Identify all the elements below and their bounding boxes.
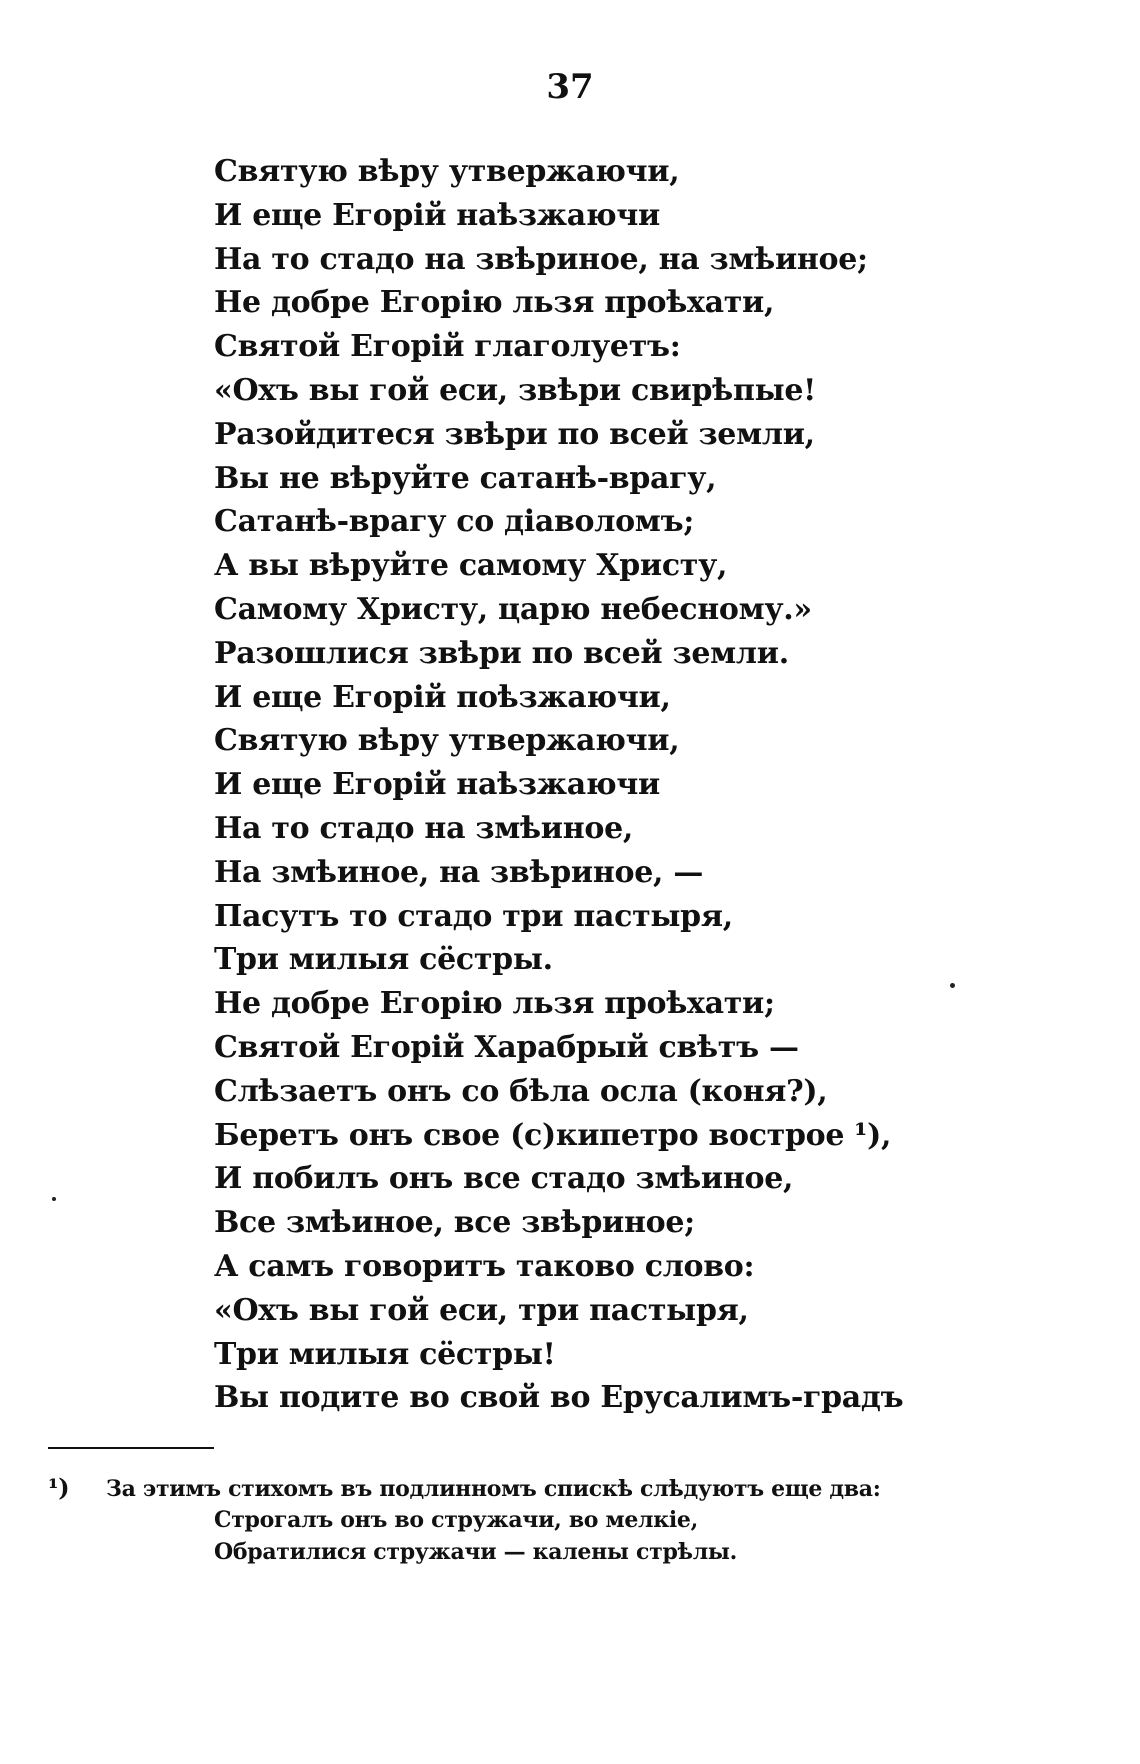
- poem-line: На то стадо на змѣиное,: [214, 810, 634, 846]
- poem-line: Святой Егорій Харабрый свѣтъ —: [214, 1029, 799, 1065]
- poem-line: Все змѣиное, все звѣриное;: [214, 1205, 695, 1241]
- poem-line: Самому Христу, царю небесному.»: [214, 591, 812, 627]
- poem-line: Вы подите во свой во Ерусалимъ-градъ: [214, 1380, 904, 1416]
- poem-line: Три милыя сёстры!: [214, 1336, 556, 1372]
- poem-line: А вы вѣруйте самому Христу,: [214, 548, 728, 584]
- poem-line: На змѣиное, на звѣриное, —: [214, 854, 704, 890]
- poem-line: Святую вѣру утвержаючи,: [214, 723, 680, 759]
- poem-line: Разошлися звѣри по всей земли.: [214, 635, 789, 671]
- footnote-separator: [48, 1447, 214, 1449]
- poem-line: Сатанѣ-врагу со діаволомъ;: [214, 504, 695, 540]
- poem-line: «Охъ вы гой еси, три пастыря,: [214, 1292, 749, 1328]
- page-number: 37: [546, 67, 594, 107]
- poem-line: Слѣзаетъ онъ со бѣла осла (коня?),: [214, 1073, 828, 1109]
- scan-speck: [52, 1197, 56, 1201]
- scan-speck: [950, 983, 955, 988]
- poem-line: И побилъ онъ все стадо змѣиное,: [214, 1161, 794, 1197]
- poem-line: Не добре Егорію льзя проѣхати,: [214, 285, 775, 321]
- footnote-intro: За этимъ стихомъ въ подлинномъ спискѣ слѣдуютъ еще два:: [106, 1476, 881, 1502]
- poem-line: Три милыя сёстры.: [214, 942, 553, 978]
- footnote-verse-line: Обратилися стружачи — калены стрѣлы.: [214, 1539, 738, 1565]
- footnote: [48, 1472, 1088, 1568]
- footnote-intro-line: [48, 1472, 1088, 1504]
- poem-line: И еще Егорій наѣзжаючи: [214, 767, 660, 803]
- poem-line: Не добре Егорію льзя проѣхати;: [214, 986, 775, 1022]
- poem-line: Беретъ онъ свое (с)кипетро вострое ¹),: [214, 1117, 892, 1153]
- poem-line: Святой Егорій глаголуетъ:: [214, 329, 681, 365]
- poem-text: [214, 150, 1094, 1420]
- poem-line: «Охъ вы гой еси, звѣри свирѣпые!: [214, 372, 817, 408]
- poem-line: На то стадо на звѣриное, на змѣиное;: [214, 241, 868, 277]
- poem-line: Пасутъ то стадо три пастыря,: [214, 898, 733, 934]
- poem-line: А самъ говоритъ таково слово:: [214, 1248, 755, 1284]
- poem-line: Вы не вѣруйте сатанѣ-врагу,: [214, 460, 717, 496]
- poem-line: И еще Егорій наѣзжаючи: [214, 197, 660, 233]
- footnote-marker: ¹): [48, 1473, 70, 1502]
- footnote-verse-line: Строгалъ онъ во стружачи, во мелкіе,: [214, 1507, 698, 1533]
- poem-line: Святую вѣру утвержаючи,: [214, 154, 680, 189]
- poem-line: Разойдитеся звѣри по всей земли,: [214, 416, 815, 452]
- poem-line: И еще Егорій поѣзжаючи,: [214, 679, 671, 715]
